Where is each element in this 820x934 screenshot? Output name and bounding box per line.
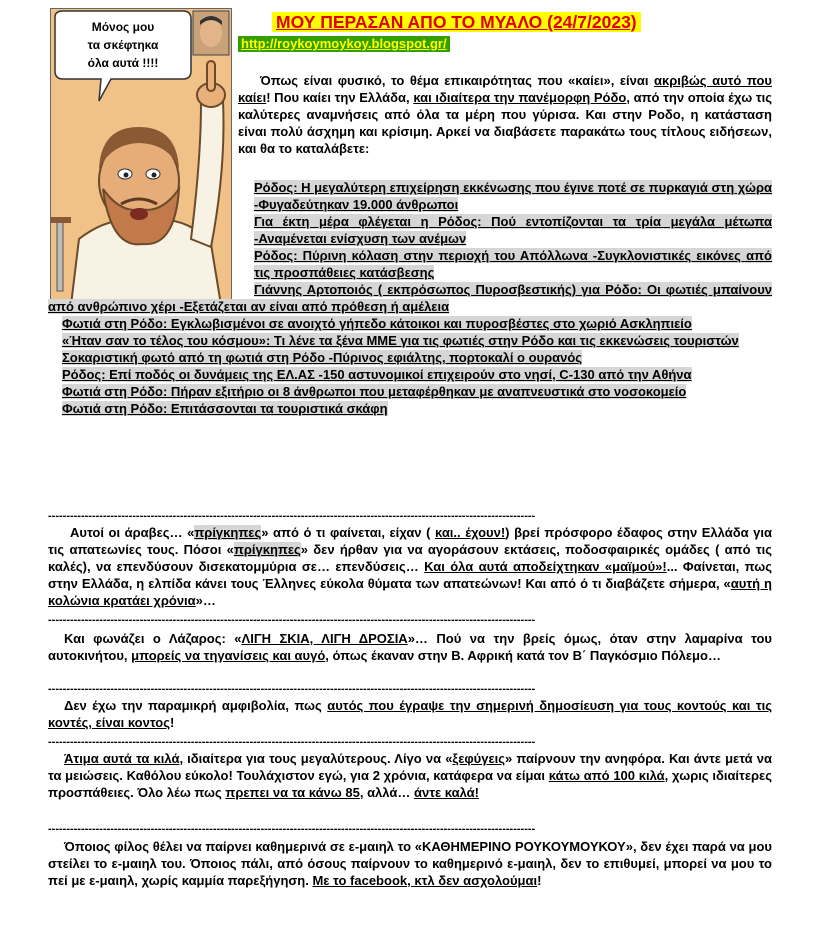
headline-item[interactable]: Φωτιά στη Ρόδο: Εγκλωβισμένοι σε ανοιχτό γήπεδο κάτοικοι και πυροσβέστες στο χωριό Ασκληπιείο (62, 316, 692, 331)
intro-underline-1: ακριβώς αυτό που καίει (238, 73, 772, 105)
headline-item[interactable]: Ρόδος: Η μεγαλύτερη επιχείρηση εκκένωσης που έγινε ποτέ σε πυρκαγιά στη χώρα -Φυγαδεύτηκαν 19.000 άνθρωποι (254, 180, 772, 212)
headline-list (48, 179, 772, 417)
headline-item[interactable]: Γιάννης Αρτοποιός ( εκπρόσωπος Πυροσβεστικής) για Ρόδο: Οι φωτιές μπαίνουν από ανθρώπινο χέρι -Εξετάζεται αν είναι από πρόθεση ή αμέλεια (48, 282, 772, 314)
intro-paragraph (238, 72, 772, 157)
separator-line: ------------------------------------------------------------------------------------------------------------------------------------- (48, 614, 536, 626)
paragraph-weight: Άτιμα αυτά τα κιλά, ιδιαίτερα για τους μεγαλύτερους. Λίγο να «ξεφύγεις» παίρνουν την ανηφόρα. Και άντε μετά να τα μειώσεις. Καθόλου εύκολο! Τουλάχιστον εγώ, για 2 χρόνια, κατάφερα να είμαι κάτω από 100 κιλά, χωρις ιδιαίτερες προσπάθειες. Όλο λέω πως πρεπει να τα κάνω 85, αλλά… άντε καλά! (48, 751, 772, 800)
intro-text-2: ! Που καίει την Ελλάδα, (266, 90, 414, 105)
page-title: ΜΟΥ ΠΕΡΑΣΑΝ ΑΠΟ ΤΟ ΜΥΑΛΟ (24/7/2023) (272, 12, 641, 32)
paragraph-lazaros: Και φωνάζει ο Λάζαρος: «ΛΙΓΗ ΣΚΙΑ, ΛΙΓΗ ΔΡΟΣΙΑ»… Πού να την βρείς όμως, όταν στην λαμαρίνα του αυτοκινήτου, μπορείς να τηγανίσεις και αυγό, όπως έκαναν στην Β. Αφρική κατά τον Β΄ Παγκόσμιο Πόλεμο… (48, 631, 772, 663)
speech-line-1: Μόνος μου (91, 20, 155, 34)
headline-item[interactable]: Για έκτη μέρα φλέγεται η Ρόδος: Πού εντοπίζονται τα τρία μεγάλα μέτωπα -Αναμένεται ενίσχυση των ανέμων (254, 214, 772, 246)
paragraph-short-people: Δεν έχω την παραμικρή αμφιβολία, πως αυτός που έγραψε την σημερινή δημοσίευση για τους κοντούς και τις κοντές, είναι κοντος! (48, 698, 772, 730)
speech-line-2: τα σκέφτηκα (87, 38, 159, 52)
intro-text-1: Όπως είναι φυσικό, το θέμα επικαιρότητας που «καίει», είναι (260, 73, 654, 88)
blog-url-link[interactable]: http://roykoymoykoy.blogspot.gr/ (238, 36, 450, 52)
separator-line: ------------------------------------------------------------------------------------------------------------------------------------- (48, 823, 536, 835)
separator-line: ------------------------------------------------------------------------------------------------------------------------------------- (48, 683, 536, 695)
separator-line: ------------------------------------------------------------------------------------------------------------------------------------- (48, 510, 536, 522)
speech-line-3: όλα αυτά !!!! (87, 56, 159, 70)
paragraph-arab-princes: Αυτοί οι άραβες… «πρίγκηπες» από ό τι φαίνεται, είχαν ( και.. έχουν!) βρεί πρόσφορο έδαφος στην Ελλάδα για τις απατεωνίες τους. Πόσοι «πρίγκηπες» δεν ήρθαν για να αγοράσουν εκτάσεις, ποδοσφαιρικές ομάδες ( από τις καλές), να επενδύσουν δισεκατομμύρια σε… επενδύσεις… Και όλα αυτά αποδείχτηκαν «μαϊμού»!... Φαίνεται, πως στην Ελλάδα, η ελπίδα κάνει τους Έλληνες εύκολα θύματα των απατεώνων! Και από ό τι διαβάζετε σήμερα, «αυτή η κολώνια κρατάει χρόνια»… (48, 525, 772, 608)
headline-item[interactable]: Ρόδος: Επί ποδός οι δυνάμεις της ΕΛ.ΑΣ -150 αστυνομικοί επιχειρούν στο νησί, C-130 από την Αθήνα (62, 367, 692, 382)
headline-item[interactable]: Ρόδος: Πύρινη κόλαση στην περιοχή του Απόλλωνα -Συγκλονιστικές εικόνες από τις προσπάθειες κατάσβεσης (254, 248, 772, 280)
intro-text-3: , από την οποία έχω τις καλύτερες αναμνήσεις από όλα τα μέρη που γύρισα. Και στην Ροδο, η κατάσταση είναι πολύ άσχημη και κρίσιμη. Αρκεί να διαβάσετε παρακάτω τους τίτλους ειδήσεων, και θα το καταλάβετε: (238, 90, 772, 156)
intro-underline-2: και ιδιαίτερα την πανέμορφη Ρόδο (413, 90, 627, 105)
headline-item[interactable]: Σοκαριστική φωτό από τη φωτιά στη Ρόδο -Πύρινος εφιάλτης, πορτοκαλί ο ουρανός (62, 350, 583, 365)
headline-item[interactable]: «Ήταν σαν το τέλος του κόσμου»: Τι λένε τα ξένα ΜΜΕ για τις φωτιές στην Ρόδο και τις εκκενώσεις τουριστών (62, 333, 739, 348)
paragraph-email-subscription: Όποιος φίλος θέλει να παίρνει καθημερινά σε ε-μαιηλ το «ΚΑΘΗΜΕΡΙΝΟ ΡΟΥΚΟΥΜΟΥΚΟΥ», δεν έχει παρά να μου στείλει το ε-μαιηλ του. Όποιος πάλι, από όσους παίρνουν το καθημερινό ε-μαιηλ, δεν το επιθυμεί, μπορεί να μου το πεί με ε-μαιηλ, χωρίς καμμία παρεξήγηση. Με το facebook, κτλ δεν ασχολούμαι! (48, 839, 772, 888)
headline-item[interactable]: Φωτιά στη Ρόδο: Επιτάσσονται τα τουριστικά σκάφη (62, 401, 388, 416)
headline-item[interactable]: Φωτιά στη Ρόδο: Πήραν εξιτήριο οι 8 άνθρωποι που μεταφέρθηκαν με αναπνευστικά στο νοσοκομείο (62, 384, 687, 399)
separator-line: ------------------------------------------------------------------------------------------------------------------------------------- (48, 736, 536, 748)
